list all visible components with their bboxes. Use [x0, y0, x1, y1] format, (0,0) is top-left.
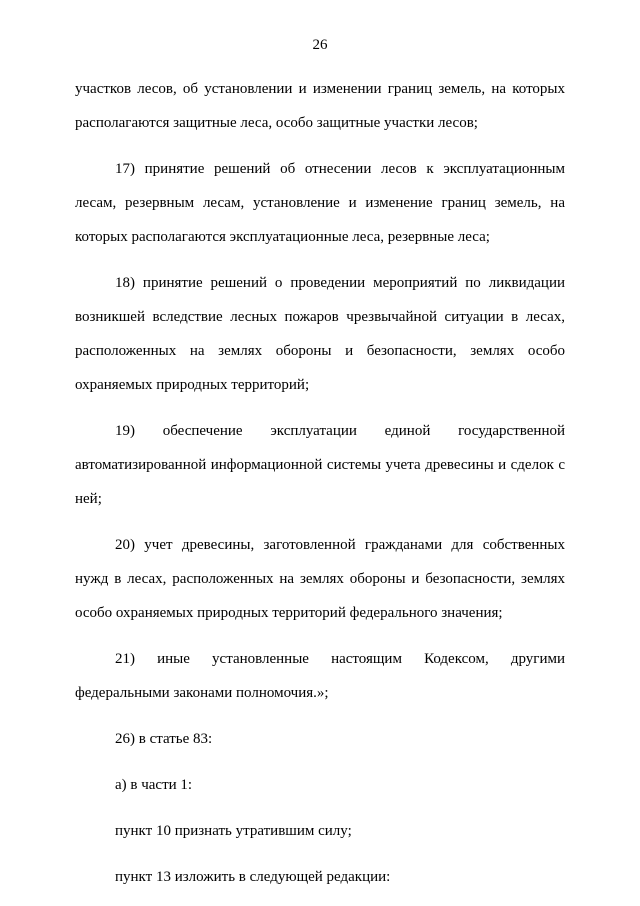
paragraph-item-21: 21) иные установленные настоящим Кодексом, другими федеральными законами полномочия.»; — [75, 651, 565, 701]
paragraph-item-26: 26) в статье 83: — [115, 731, 213, 747]
paragraph-point-13: пункт 13 изложить в следующей редакции: — [115, 869, 391, 885]
paragraph-subitem-a: а) в части 1: — [115, 777, 193, 793]
paragraph-item-18: 18) принятие решений о проведении мероприятий по ликвидации возникшей вследствие лесных пожаров чрезвычайной ситуации в лесах, расположенных на землях обороны и безопасности, землях особо охраняемых природных территорий; — [75, 275, 565, 393]
paragraph-item-20: 20) учет древесины, заготовленной гражданами для собственных нужд в лесах, расположенных на землях обороны и безопасности, землях особо охраняемых природных территорий федерального значения; — [75, 537, 565, 621]
paragraph-item-17: 17) принятие решений об отнесении лесов к эксплуатационным лесам, резервным лесам, установление и изменение границ земель, на которых располагаются эксплуатационные леса, резервные леса; — [75, 161, 565, 245]
paragraph-point-10: пункт 10 признать утратившим силу; — [115, 823, 352, 839]
paragraph-continuation: участков лесов, об установлении и изменении границ земель, на которых располагаются защитные леса, особо защитные участки лесов; — [75, 81, 565, 131]
page-number: 26 — [312, 37, 328, 53]
paragraph-item-19: 19) обеспечение эксплуатации единой государственной автоматизированной информационной системы учета древесины и сделок с ней; — [75, 423, 565, 507]
document-body — [75, 72, 565, 906]
